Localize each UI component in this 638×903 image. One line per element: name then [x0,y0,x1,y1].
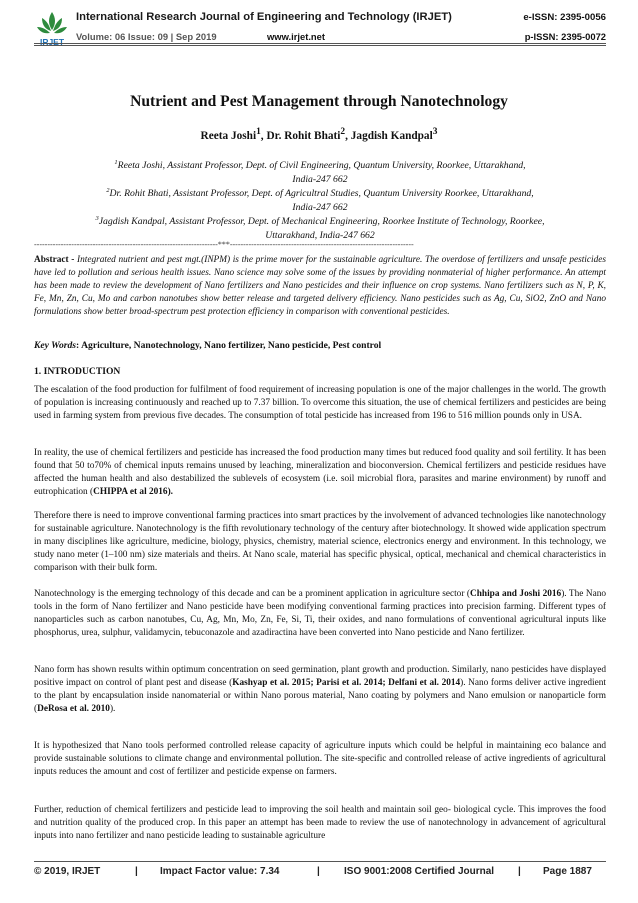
keywords [34,340,606,351]
citation: CHIPPA et al 2016). [93,487,173,497]
journal-website[interactable]: www.irjet.net [267,31,325,42]
iso-certification: ISO 9001:2008 Certified Journal [344,866,495,877]
paragraph-5: Nano form has shown results within optimum concentration on seed germination, plant growth and production. Similarly, nano pesticides have displayed positive impact on control of plant pest and disease (Kashyap et al. 2015; Parisi et al. 2014; Delfani et al. 2014). Nano forms deliver active ingredient to the plant by encapsulation inside nanomaterial or within Nano porous material, Nano coating by polymers and Nano emulsion or nanoparticle form (DeRosa et al. 2010). [34,665,606,714]
pissn: p-ISSN: 2395-0072 [524,31,606,42]
paragraph-2: In reality, the use of chemical fertilizers and pesticide has increased the food production many times but reduced food quality and soil fertility. It has been found that 50 to70% of chemical inputs remains unused by leaching, mineralization and bioconversion. Chemical fertilizers and pesticide residues have affected the human health and also destabilized the sublevels of ecosystem (i.e. soil microbial flora, parasites and marine environment) by runoff and eutrophication (CHIPPA et al 2016). [34,448,606,497]
author-list: Reeta Joshi$^1$, Dr. Rohit Bhati$^2$, Jagdish Kandpal$^3$ [200,127,438,142]
keywords-text: : Agriculture, Nanotechnology, Nano fertilizer, Nano pesticide, Pest control [76,340,382,351]
paragraph-7: Further, reduction of chemical fertilizers and pesticide lead to improving the soil health and maintain soil geo- biological cycle. This improves the food and nutrition quality of the produced crop. In this paper an attempt has been made to review the use of nanotechnology in advancement of agricultural inputs into nano fertilizer and nano pesticide leading to sustainable agriculture [34,805,606,841]
paper-title: Nutrient and Pest Management through Nanotechnology [130,93,508,110]
volume-issue: Volume: 06 Issue: 09 | Sep 2019 [76,31,217,42]
abstract [34,254,606,319]
section-heading-introduction: 1. INTRODUCTION [34,366,121,377]
eissn: e-ISSN: 2395-0056 [523,12,606,23]
affiliation-3: $^3$Jagdish Kandpal, Assistant Professor, Dept. of Mechanical Engineering, Roorkee Institute of Technology, Roorkee, Uttarakhand, India-247 662 [95,215,545,242]
abstract-text: Integrated nutrient and pest mgt.(INPM) is the prime mover for the sustainable agriculture. The overdose of fertilizers and unsafe pesticides have led to pollution and serious health issues. Nano science may solve some of the issues by providing nonmaterial of higher performance. An attempt has been made to review the development of Nano fertilizers and Nano pesticides and their influence on crop systems. Nano fertilizers such as N, P, K, Fe, Mn, Zn, Cu, Mo and carbon nanotubes show better release and targeted delivery efficiency. Nano pesticides such as Ag, Cu, SiO2, ZnO and Nano formulations show better broad-spectrum pest protection efficiency in comparison with conventional pesticides. [34,255,606,317]
citation: Kashyap et al. 2015; Parisi et al. 2014; Delfani et al. 2014 [232,678,461,688]
footer-divider: | [518,866,521,877]
journal-name: International Research Journal of Engineering and Technology (IRJET) [76,11,452,23]
author-3: Jagdish Kandpal [350,129,433,142]
author-1: Reeta Joshi [200,129,257,142]
citation: Chhipa and Joshi 2016 [470,589,562,599]
paragraph-1: The escalation of the food production for fulfilment of food requirement of increasing population is one of the major challenges in the world. The growth of population is increasing continuously and reached up to 7.37 billion. To overcome this situation, the use of chemical fertilizers and pesticides are being used in farming system from previous five decades. The consumption of total pesticide has increased from 196 to 516 million pounds only in USA. [34,385,606,421]
affiliation-1: $^1$Reeta Joshi, Assistant Professor, Dept. of Civil Engineering, Quantum University, Roorkee, Uttarakhand, India-247 662 [114,159,526,186]
impact-factor: Impact Factor value: 7.34 [160,866,280,877]
footer-divider: | [135,866,138,877]
abstract-label: Abstract - [34,255,75,265]
section-separator: ---------------------------------------------------------------------***--------------------------------------------------------------------- [34,240,414,249]
citation: DeRosa et al. 2010 [37,704,110,714]
footer-rule [34,861,606,862]
affiliation-2: $^2$Dr. Rohit Bhati, Assistant Professor, Dept. of Agricultral Studies, Quantum University Roorkee, Uttarakhand, India-247 662 [106,187,534,214]
keywords-label: Key Words [34,340,77,351]
page-number: Page 1887 [543,866,592,877]
svg-text:IRJET: IRJET [39,37,65,47]
paragraph-6: It is hypothesized that Nano tools performed controlled release capacity of agriculture inputs which could be helpful in maintaining eco balance and provide sustainable solutions to climate change and environmental pollution. The site-specific and controlled release of active ingredients of agricultural inputs reduces the amount and cost of fertilizer and pesticide expense on farmers. [34,741,606,777]
header-rule [34,43,606,44]
footer-divider: | [317,866,320,877]
copyright: © 2019, IRJET [34,866,101,877]
paragraph-3: Therefore there is need to improve conventional farming practices into smart practices by the involvement of advanced technologies like nanotechnology for sustainable agriculture. Nanotechnology is the fifth revolutionary technology of the century after biotechnology. It showed wide application spectrum in many disciplines like agriculture, medicine, biology, physics, chemistry, material science, electronics energy and environment. In this technology, we study nano meter (1–100 nm) size materials and theirs. At Nano scale, material has specific physical, optical, mechanical and chemical characteristics in comparison with their bulk form. [34,511,606,573]
header-rule-2 [34,45,606,46]
author-2: Dr. Rohit Bhati [266,129,341,142]
paragraph-4: Nanotechnology is the emerging technology of this decade and can be a prominent application in agriculture sector (Chhipa and Joshi 2016). The Nano tools in the form of Nano fertilizer and Nano pesticide have been modifying conventional farming practices into precision farming. Different types of nanoparticles such as carbon nanotubes, Cu, Ag, Mn, Mo, Zn, Fe, Si, Ti, their oxides, and nano formulations of conventional agricultural inputs like phosphorus, urea, sulphur, validamycin, tebuconazole and azadiractina have been converted into Nano pesticide and Nano fertilizer. [34,589,607,638]
